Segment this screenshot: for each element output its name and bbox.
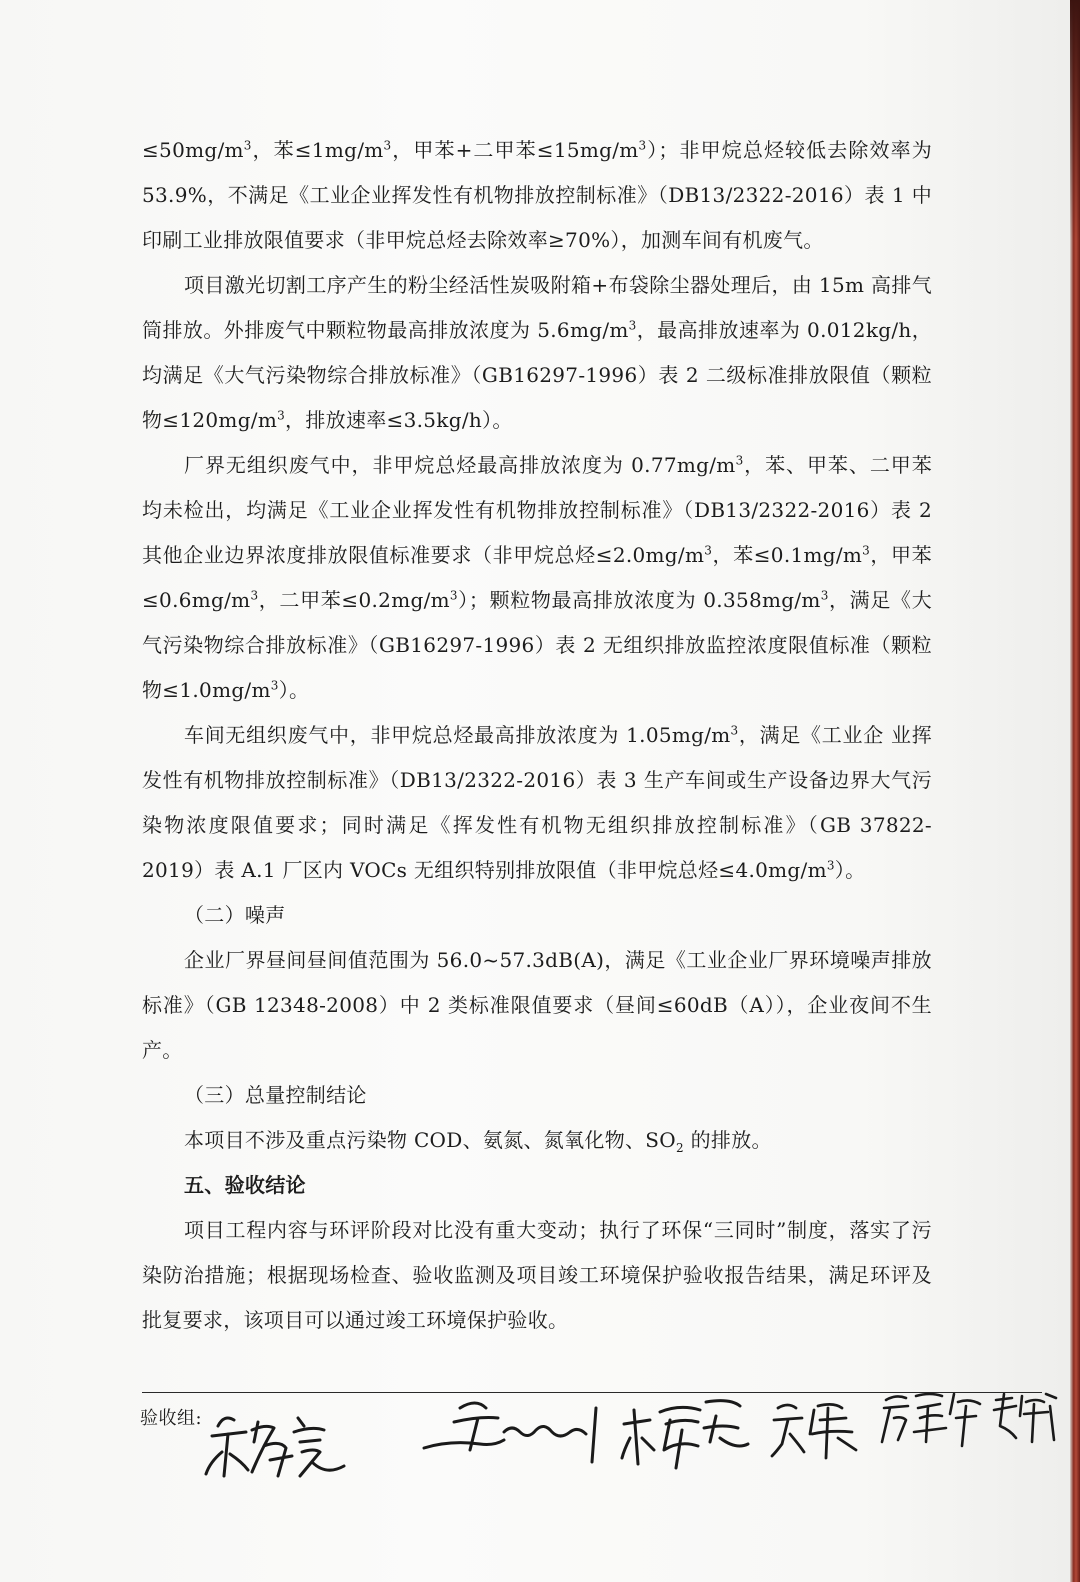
signature-6 [990, 1386, 1060, 1446]
signature-area [200, 1376, 1060, 1486]
signature-2 [420, 1388, 610, 1468]
text-run: 项目工程内容与环评阶段对比没有重大变动；执行了环保“三同时”制度，落实了污染防治措施；根据现场检查、验收监测及项目竣工环境保护验收报告结果，满足环评及批复要求，该项目可以通过竣工环境保护验收。 [142, 1218, 932, 1332]
paragraph-total-control [142, 1118, 932, 1163]
paragraph-laser-cutting-dust [142, 263, 932, 443]
supscript-text: 3 [862, 543, 871, 558]
paragraph-boundary-fugitive-gas [142, 443, 932, 713]
text-run: ，最高排放速率为 0.012kg/h，均满足《大气污染物综合排放标准》（GB16297-1996）表 2 二级标准排放限值（颗粒物≤120mg/m [142, 318, 933, 432]
supscript-text: 3 [638, 138, 647, 153]
paragraph-workshop-fugitive-gas [142, 713, 932, 893]
supscript-text: 3 [270, 678, 279, 693]
text-run: 的排放。 [683, 1128, 772, 1152]
supscript-text: 3 [820, 588, 829, 603]
text-run: ）；颗粒物最高排放浓度为 0.358mg/m [457, 588, 821, 612]
text-run: ，苯、甲苯、二甲苯均未检出，均满足《工业企业挥发性有机物排放控制标准》（DB13/2322-2016）表 2 其他企业边界浓度排放限值标准要求（非甲烷总烃≤2.0mg/m [142, 453, 933, 567]
section-heading-acceptance-conclusion [142, 1163, 932, 1208]
text-run: 企业厂界昼间昼间值范围为 56.0~57.3dB(A)，满足《工业企业厂界环境噪声排放标准》（GB 12348-2008）中 2 类标准限值要求（昼间≤60dB（A）），企业夜间不生产。 [142, 948, 932, 1062]
text-run: ，满足《大气污染物综合排放标准》（GB16297-1996）表 2 无组织排放监控浓度限值标准（颗粒物≤1.0mg/m [142, 588, 932, 702]
signature-1 [200, 1396, 350, 1486]
text-run: 五、验收结论 [184, 1173, 306, 1197]
signature-4 [768, 1394, 864, 1464]
text-run: ，二甲苯≤0.2mg/m [258, 588, 450, 612]
document-body [142, 128, 932, 1343]
text-run: ）。 [834, 858, 866, 882]
supscript-text: 3 [735, 453, 744, 468]
paragraph-acceptance-conclusion [142, 1208, 932, 1343]
text-run: 项目激光切割工序产生的粉尘经活性炭吸附箱+布袋除尘器处理后，由 15m 高排气筒排放。外排废气中颗粒物最高排放浓度为 5.6mg/m [142, 273, 932, 342]
supscript-text: 3 [826, 858, 835, 873]
page-edge-shadow [1070, 0, 1080, 1582]
text-run: ，甲苯≤0.6mg/m [142, 543, 932, 612]
text-run: 车间无组织废气中，非甲烷总烃最高排放浓度为 1.05mg/m [184, 723, 731, 747]
section-heading-noise [142, 893, 932, 938]
supscript-text: 3 [628, 318, 637, 333]
text-run: ，甲苯+二甲苯≤15mg/m [391, 138, 639, 162]
text-run: ）。 [278, 678, 310, 702]
supscript-text: 3 [277, 408, 286, 423]
paragraph-noise [142, 938, 932, 1073]
text-run: ，苯≤0.1mg/m [712, 543, 863, 567]
supscript-text: 3 [250, 588, 259, 603]
supscript-text: 3 [449, 588, 458, 603]
supscript-text: 3 [243, 138, 252, 153]
text-run: 厂界无组织废气中，非甲烷总烃最高排放浓度为 0.77mg/m [184, 453, 736, 477]
supscript-text: 3 [730, 723, 739, 738]
text-run: ，满足《工业企 业挥发性有机物排放控制标准》（DB13/2322-2016）表 3 生产车间或生产设备边界大气污染物浓度限值要求；同时满足《挥发性有机物无组织排放控制标准》（GB 37822-2019）表 A.1 厂区内 VOCs 无组织特别排放限值（非甲烷总烃≤4.0mg/m [142, 723, 933, 882]
supscript-text: 3 [383, 138, 392, 153]
subscript-text: 2 [676, 1141, 684, 1155]
text-run: （三）总量控制结论 [184, 1083, 367, 1107]
signature-5 [876, 1384, 986, 1454]
supscript-text: 3 [704, 543, 713, 558]
text-run: ，排放速率≤3.5kg/h）。 [285, 408, 513, 432]
section-heading-total-control [142, 1073, 932, 1118]
text-run: ，苯≤1mg/m [251, 138, 384, 162]
acceptance-group-label: 验收组: [140, 1408, 203, 1429]
text-run: ）；非甲烷总烃较低去除效率为53.9%，不满足《工业企业挥发性有机物排放控制标准》（DB13/2322-2016）表 1 中印刷工业排放限值要求（非甲烷总烃去除效率≥70%），加测车间有机废气。 [142, 138, 932, 252]
text-run: （二）噪声 [184, 903, 286, 927]
signature-3 [620, 1380, 750, 1476]
text-run: ≤50mg/m [142, 138, 244, 162]
paragraph-waste-gas-vocs [142, 128, 932, 263]
text-run: 本项目不涉及重点污染物 COD、氨氮、氮氧化物、SO [184, 1128, 676, 1152]
